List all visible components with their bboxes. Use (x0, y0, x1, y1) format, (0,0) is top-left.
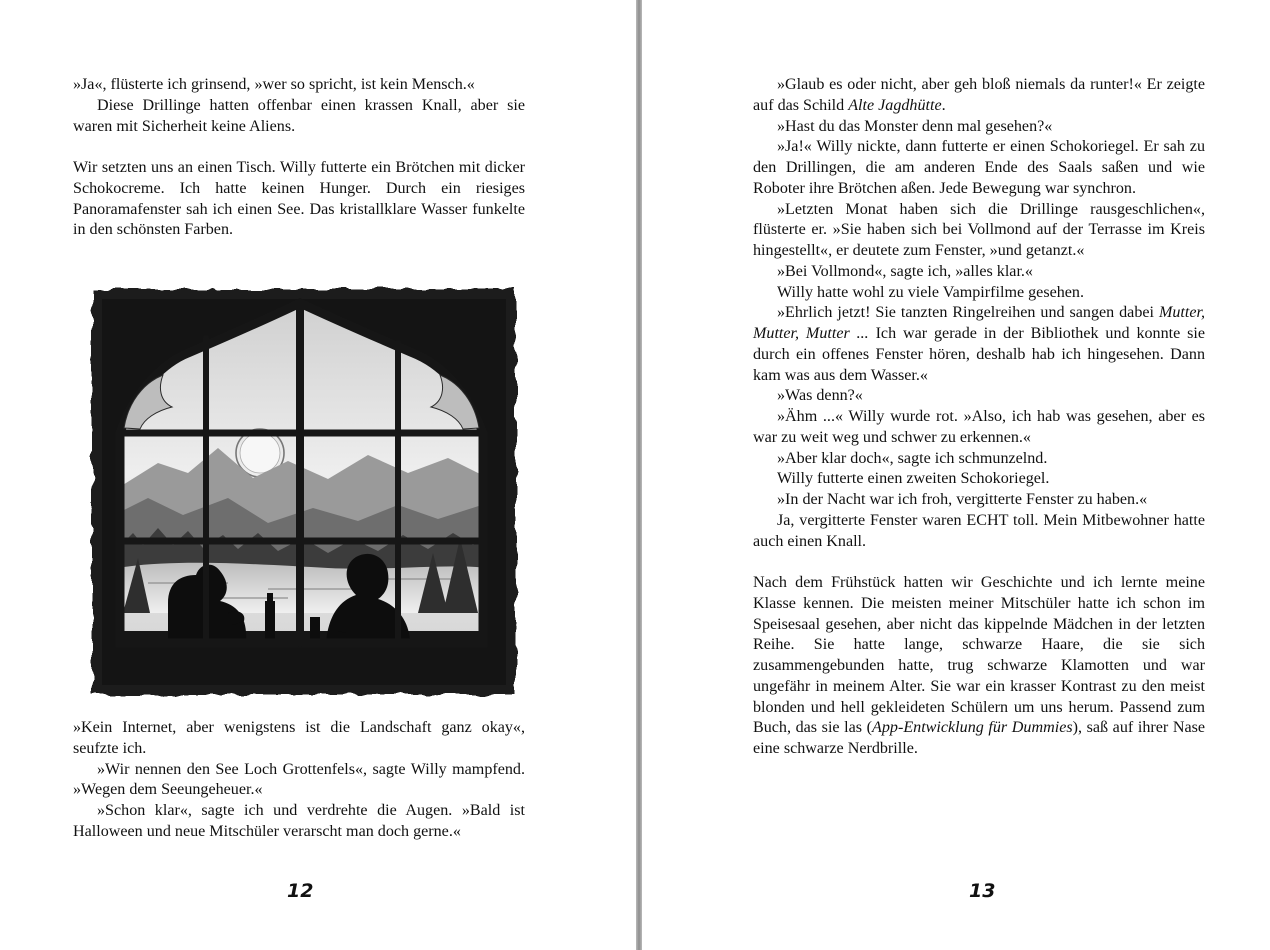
paragraph: »Wir nennen den See Loch Grottenfels«, sagte Willy mampfend. »Wegen dem Seeungeheuer.« (73, 760, 525, 799)
paragraph: »Kein Internet, aber wenigstens ist die Landschaft ganz okay«, seufzte ich. (73, 719, 525, 757)
left-text-top (73, 75, 525, 241)
paragraph: »Ja!« Willy nickte, dann futterte er einen Schokoriegel. Er sah zu den Drillingen, die am anderen Ende des Saals saßen und wie Roboter ihre Brötchen aßen. Jede Bewegung war synchron. (753, 138, 1205, 197)
paragraph: Diese Drillinge hatten offenbar einen krassen Knall, aber sie waren mit Sicherheit keine Aliens. (73, 96, 525, 135)
book-title: App-Entwicklung für Dummies (872, 719, 1073, 737)
text-run: »Glaub es oder nicht, aber geh bloß niemals da runter!« Er zeigte auf das Schild (753, 76, 1205, 114)
paragraph: Ja, vergitterte Fenster waren ECHT toll. Mein Mitbewohner hatte auch einen Knall. (753, 511, 1205, 550)
paragraph (753, 303, 1205, 386)
text-run: Nach dem Frühstück hatten wir Geschichte und ich lernte meine Klasse kennen. Die meisten meiner Mitschüler hatte ich schon im Speisesaal gesehen, aber nicht das kippelnde Mädchen in der letzten Reihe. Sie hatte lange, schwarze Haare, die sie sich zusammengebunden hatte, trug schwarze Klamotten und war ungefähr in meinem Alter. Sie war ein krasser Kontrast zu den meist blonden und hell gekleideten Schülern um uns herum. Passend zum Buch, das sie las ( (753, 574, 1205, 737)
window-illustration (88, 283, 520, 701)
paragraph: »Hast du das Monster denn mal gesehen?« (777, 117, 1053, 135)
song-title: Mutter, Mutter, Mutter ... (753, 304, 1205, 342)
text-run: . (941, 96, 946, 114)
paragraph: »Schon klar«, sagte ich und verdrehte die Augen. »Bald ist Halloween und neue Mitschüler verarscht man doch gerne.« (73, 802, 525, 840)
paragraph: »Bei Vollmond«, sagte ich, »alles klar.« (777, 262, 1033, 280)
paragraph: Willy hatte wohl zu viele Vampirfilme gesehen. (777, 283, 1084, 301)
paragraph: »In der Nacht war ich froh, vergitterte Fenster zu haben.« (777, 491, 1148, 508)
sign-name: Alte Jagdhütte (848, 96, 942, 114)
page-number: 12 (287, 880, 314, 902)
paragraph (753, 573, 1205, 760)
paragraph: »Aber klar doch«, sagte ich schmunzelnd. (777, 449, 1048, 467)
paragraph: »Letzten Monat haben sich die Drillinge rausgeschlichen«, flüsterte er. »Sie haben sich bei Vollmond auf der Terrasse im Kreis hingestellt«, er deutete zum Fenster, »und getanzt.« (753, 200, 1205, 259)
paragraph: Wir setzten uns an einen Tisch. Willy futterte ein Brötchen mit dicker Schokocreme. Ich hatte keinen Hunger. Durch ein riesiges Panoramafenster sah ich einen See. Das kristallklare Wasser funkelte in den schönsten Farben. (73, 159, 525, 239)
paragraph: »Ja«, flüsterte ich grinsend, »wer so spricht, ist kein Mensch.« (73, 76, 475, 93)
right-text (753, 75, 1205, 760)
paragraph: »Ähm ...« Willy wurde rot. »Also, ich hab was gesehen, aber es war zu weit weg und schwer zu erkennen.« (753, 408, 1205, 446)
right-page (642, 0, 1270, 950)
paragraph: Willy futterte einen zweiten Schokoriegel. (777, 470, 1050, 488)
paragraph: »Was denn?« (777, 387, 863, 405)
paragraph (753, 75, 1205, 117)
text-run: ), saß auf ihrer Nase eine schwarze Nerdbrille. (753, 719, 1206, 757)
page-number: 13 (969, 880, 996, 902)
left-text-bottom (73, 718, 525, 843)
text-run: Ich war gerade in der Bibliothek und konnte sie durch ein offenes Fenster hören, deshalb hab ich hingesehen. Dann kam was aus dem Wasser.« (753, 325, 1206, 384)
text-run: »Ehrlich jetzt! Sie tanzten Ringelreihen und sangen dabei (777, 304, 1159, 322)
